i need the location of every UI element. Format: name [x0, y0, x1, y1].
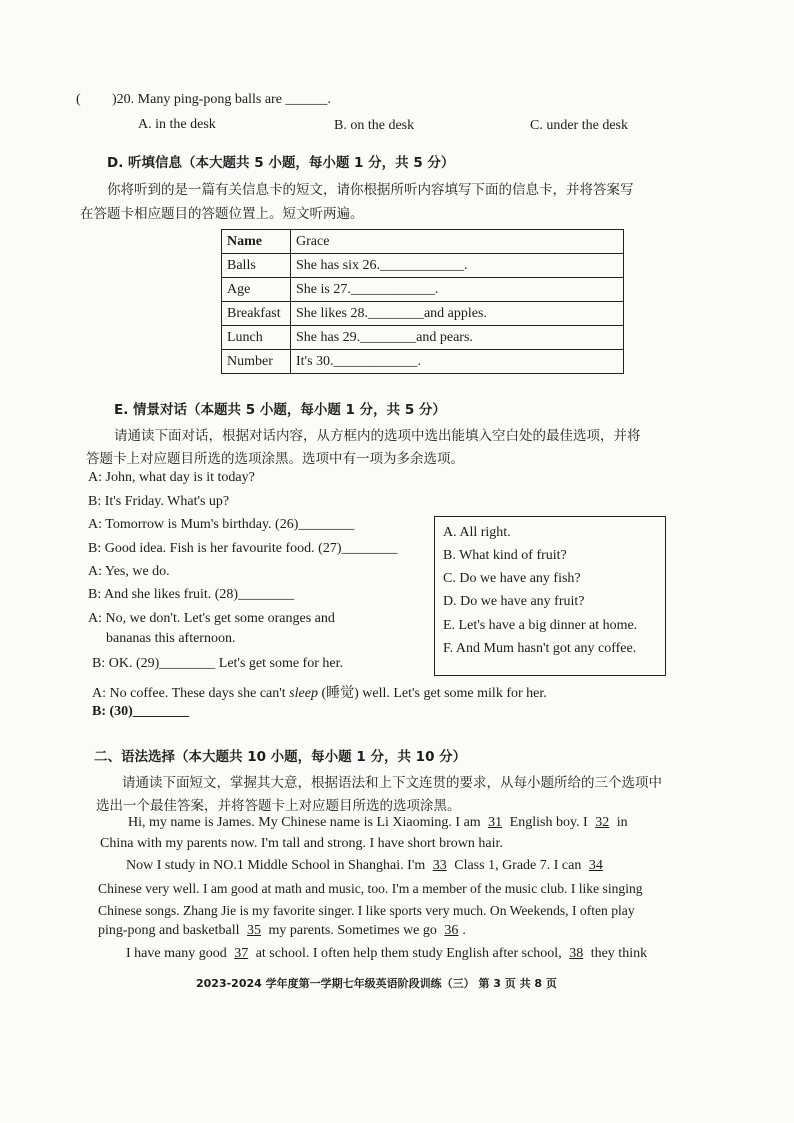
- option-b: B. What kind of fruit?: [443, 548, 567, 563]
- row-label: Age: [222, 278, 291, 302]
- option-e: E. Let's have a big dinner at home.: [443, 618, 638, 633]
- q20-option-c: C. under the desk: [530, 118, 628, 133]
- section-d-instruction-2: 在答题卡相应题目的答题位置上。短文听两遍。: [80, 206, 364, 222]
- blank-number: 32: [595, 815, 610, 830]
- options-box: [434, 516, 666, 676]
- passage-text: English boy. I: [509, 815, 588, 830]
- passage-text: my parents. Sometimes we go: [268, 923, 437, 938]
- option-c: C. Do we have any fish?: [443, 571, 581, 586]
- blank-number: 33: [432, 858, 447, 873]
- dialogue-line-last-a: [92, 682, 547, 702]
- passage-line: Chinese very well. I am good at math and music, too. I'm a member of the music club. I like singing: [98, 881, 643, 896]
- table-row: [222, 278, 624, 302]
- passage-text: they think: [590, 946, 648, 961]
- dialogue-line: A: Tomorrow is Mum's birthday. (26)________: [88, 517, 355, 532]
- row-value: Grace: [291, 230, 624, 254]
- option-d: D. Do we have any fruit?: [443, 594, 585, 609]
- dialogue-line: A: No, we don't. Let's get some oranges and: [88, 611, 335, 626]
- passage-line: [98, 923, 466, 939]
- row-value: She has six 26.____________.: [291, 254, 624, 278]
- blank-number: 37: [234, 946, 249, 961]
- dialogue-italic-word: sleep: [289, 686, 318, 701]
- passage-text: Class 1, Grade 7. I can: [454, 858, 582, 873]
- passage-text: Now I study in NO.1 Middle School in Shanghai. I'm: [126, 858, 426, 873]
- dialogue-line: A: Yes, we do.: [88, 564, 170, 579]
- table-row: [222, 230, 624, 254]
- row-label: Lunch: [222, 326, 291, 350]
- passage-line: [126, 858, 607, 874]
- row-label: Balls: [222, 254, 291, 278]
- row-label: Number: [222, 350, 291, 374]
- blank-number: 36: [444, 923, 459, 938]
- passage-text: Hi, my name is James. My Chinese name is Li Xiaoming. I am: [128, 815, 481, 830]
- table-row: [222, 302, 624, 326]
- dialogue-line: B: And she likes fruit. (28)________: [88, 587, 295, 602]
- blank-number: 38: [569, 946, 584, 961]
- dialogue-line: A: John, what day is it today?: [88, 470, 255, 485]
- section-d-instruction-1: 你将听到的是一篇有关信息卡的短文，请你根据所听内容填写下面的信息卡，并将答案写: [107, 182, 634, 198]
- dialogue-line: B: It's Friday. What's up?: [88, 494, 230, 509]
- dialogue-text: (睡觉) well. Let's get some milk for her.: [317, 686, 547, 701]
- section-ii-title: 二、语法选择（本大题共 10 小题，每小题 1 分，共 10 分）: [94, 749, 467, 765]
- passage-line: [128, 815, 628, 831]
- passage-line: Chinese songs. Zhang Jie is my favorite singer. I like sports very much. On Weekends, I often play: [98, 903, 635, 918]
- passage-text: .: [462, 923, 466, 938]
- dialogue-line: bananas this afternoon.: [106, 631, 236, 646]
- blank-number: 31: [488, 815, 503, 830]
- section-d-title: D. 听填信息（本大题共 5 小题，每小题 1 分，共 5 分）: [107, 155, 455, 171]
- passage-text: at school. I often help them study English after school,: [255, 946, 562, 961]
- passage-line: [126, 946, 647, 962]
- dialogue-text: A: No coffee. These days she can't: [92, 686, 290, 701]
- passage-text: I have many good: [126, 946, 227, 961]
- row-label: Name: [222, 230, 291, 254]
- table-row: [222, 254, 624, 278]
- section-e-title: E. 情景对话（本题共 5 小题，每小题 1 分，共 5 分）: [114, 402, 446, 418]
- dialogue-line-last-b: B: (30)________: [92, 704, 189, 719]
- section-e-instruction-1: 请通读下面对话，根据对话内容，从方框内的选项中选出能填入空白处的最佳选项，并将: [114, 428, 641, 444]
- question-20-paren: (: [76, 92, 81, 107]
- table-row: [222, 326, 624, 350]
- dialogue-line: B: Good idea. Fish is her favourite food. (27)________: [88, 541, 398, 556]
- info-card-table: [221, 229, 624, 374]
- passage-line: China with my parents now. I'm tall and strong. I have short brown hair.: [100, 836, 503, 851]
- blank-number: 35: [247, 923, 262, 938]
- row-value: It's 30.____________.: [291, 350, 624, 374]
- row-value: She is 27.____________.: [291, 278, 624, 302]
- page-footer: 2023-2024 学年度第一学期七年级英语阶段训练（三） 第 3 页 共 8 页: [196, 977, 557, 990]
- section-ii-instruction-2: 选出一个最佳答案，并将答题卡上对应题目所选的选项涂黑。: [96, 798, 461, 814]
- q20-option-a: A. in the desk: [138, 117, 216, 132]
- option-f: F. And Mum hasn't got any coffee.: [443, 641, 637, 656]
- passage-text: in: [616, 815, 628, 830]
- section-ii-instruction-1: 请通读下面短文，掌握其大意，根据语法和上下文连贯的要求，从每小题所给的三个选项中: [122, 775, 662, 791]
- section-e-instruction-2: 答题卡上对应题目所选的选项涂黑。选项中有一项为多余选项。: [86, 451, 464, 467]
- row-value: She has 29.________and pears.: [291, 326, 624, 350]
- q20-option-b: B. on the desk: [334, 118, 415, 133]
- option-a: A. All right.: [443, 525, 511, 540]
- row-label: Breakfast: [222, 302, 291, 326]
- blank-number: 34: [588, 858, 603, 873]
- passage-text: ping-pong and basketball: [98, 923, 240, 938]
- question-20-stem: )20. Many ping-pong balls are ______.: [112, 92, 331, 107]
- row-value: She likes 28.________and apples.: [291, 302, 624, 326]
- table-row: [222, 350, 624, 374]
- dialogue-line: B: OK. (29)________ Let's get some for her.: [92, 656, 343, 671]
